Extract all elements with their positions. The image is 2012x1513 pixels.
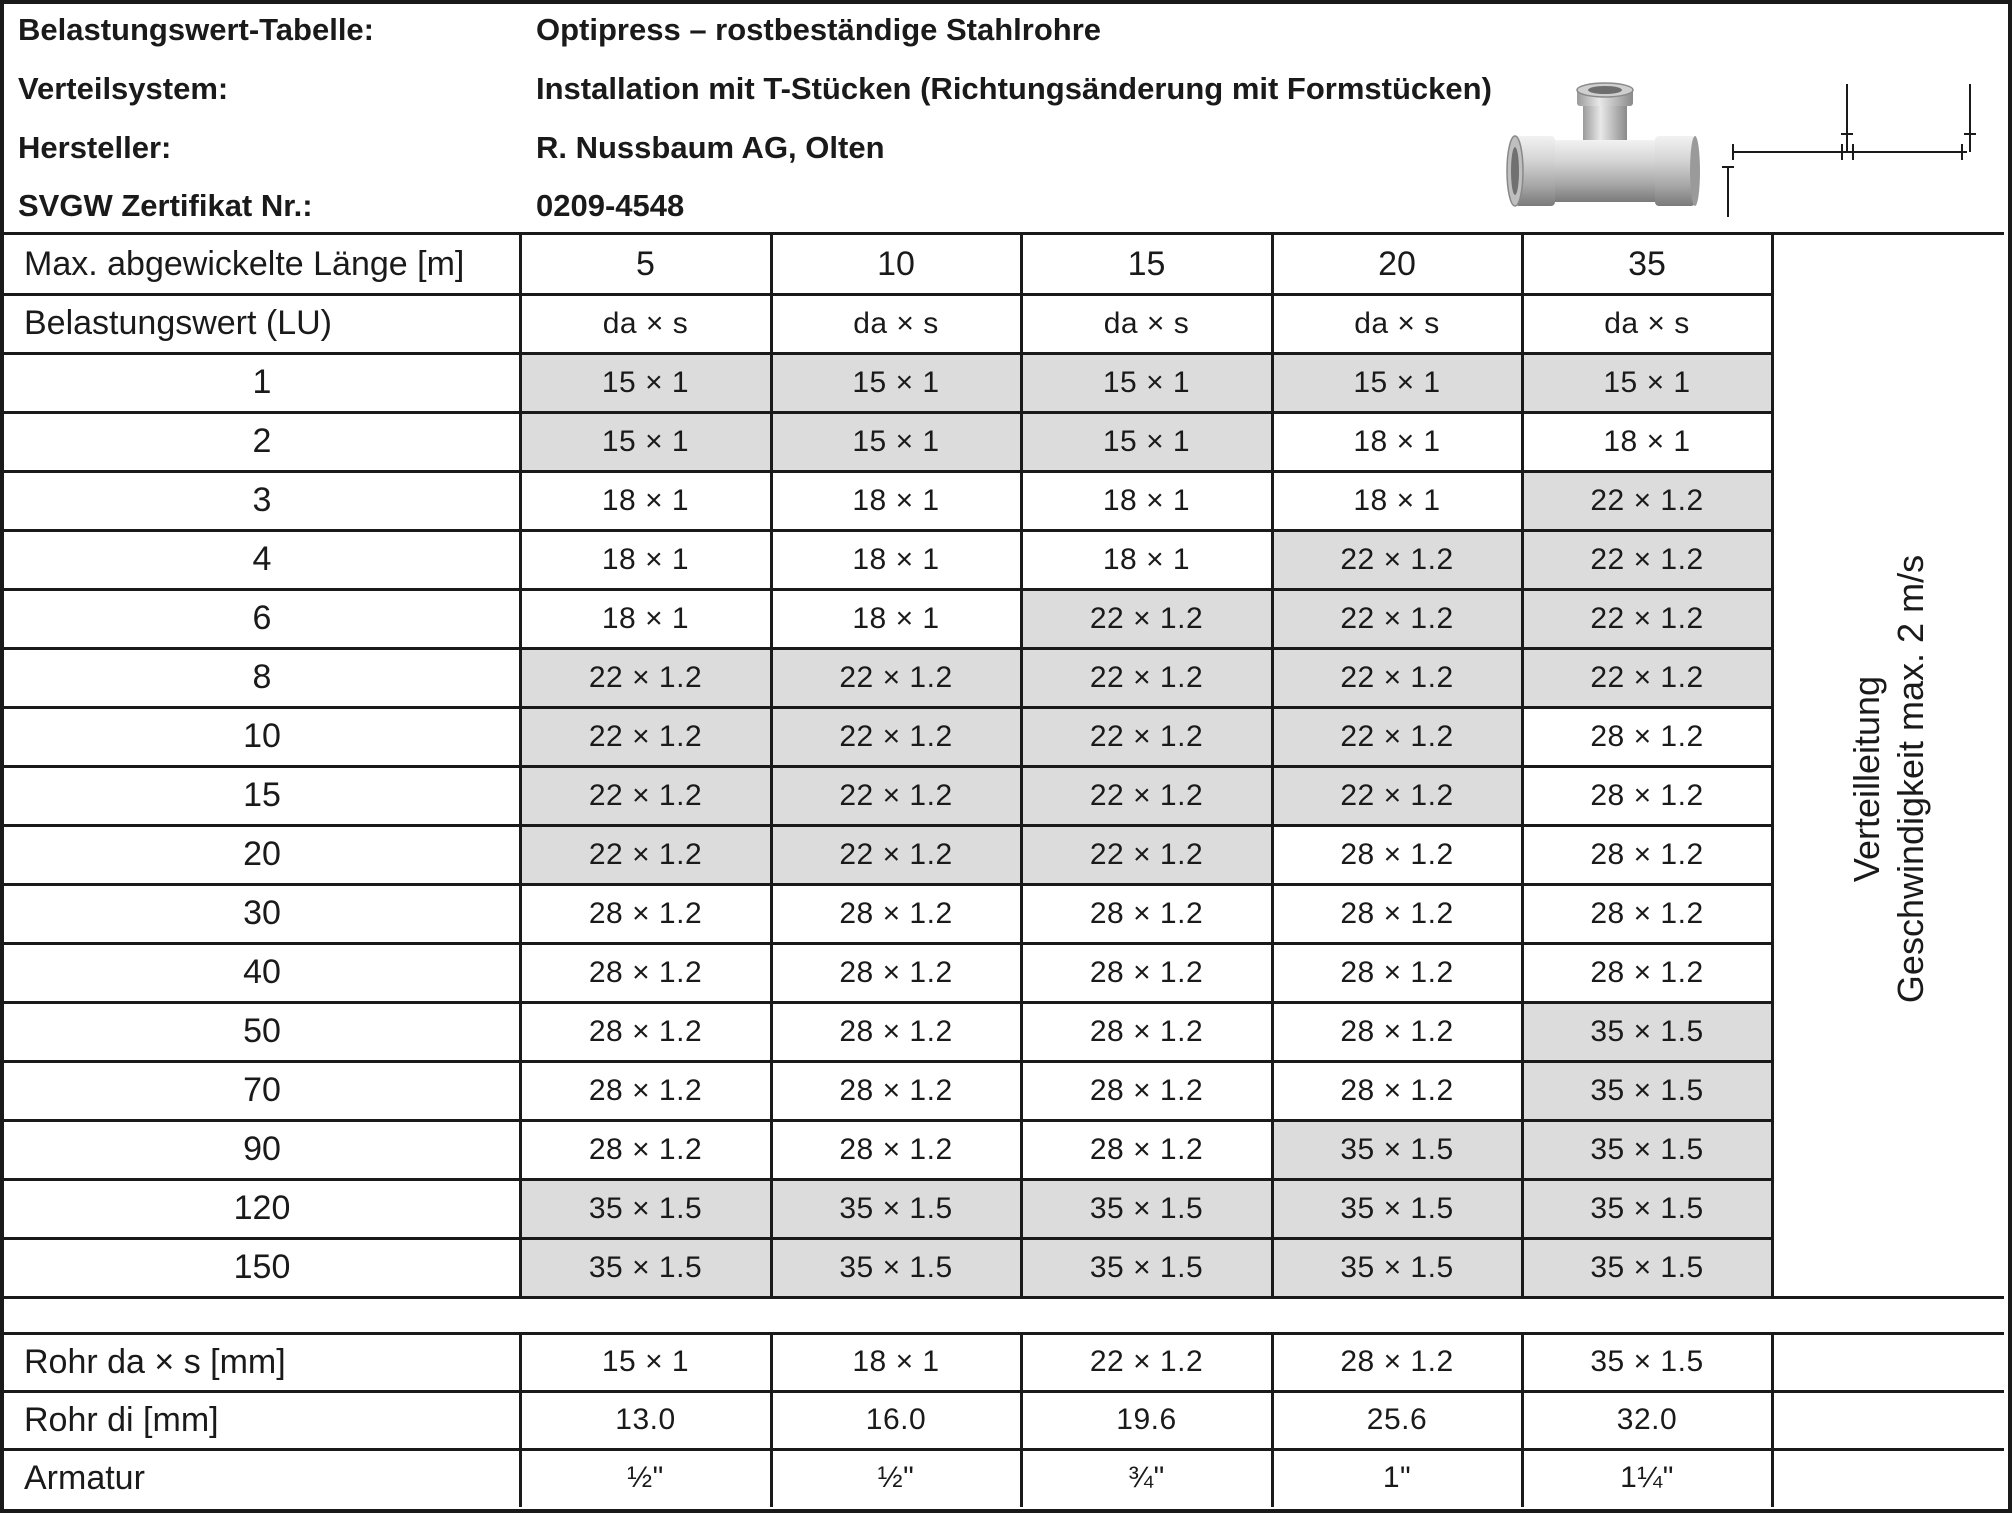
footer-value-cell: ½" — [877, 1461, 915, 1494]
grid-line — [4, 411, 1772, 414]
lu-value-cell: 30 — [243, 894, 281, 932]
pipe-size-cell: 22 × 1.2 — [771, 825, 1021, 884]
pipe-size-cell: 18 × 1 — [852, 483, 940, 517]
grid-line — [1020, 235, 1023, 1297]
pipe-size-cell: 28 × 1.2 — [1340, 955, 1454, 989]
pipe-size-cell: 28 × 1.2 — [1340, 1073, 1454, 1107]
pipe-size-cell: 28 × 1.2 — [1089, 896, 1204, 930]
length-header-cell: 5 — [636, 245, 655, 283]
pipe-size-cell: 28 × 1.2 — [588, 1132, 703, 1166]
length-header-cell: 20 — [1378, 245, 1416, 283]
header-label: Verteilsystem: — [18, 71, 229, 106]
pipe-size-cell: 15 × 1 — [1272, 353, 1522, 412]
grid-line — [4, 1001, 1772, 1004]
pipe-size-cell: 22 × 1.2 — [1272, 766, 1522, 825]
grid-line — [770, 1333, 773, 1507]
pipe-size-cell: 22 × 1.2 — [520, 648, 771, 707]
pipe-size-cell: 35 × 1.5 — [1272, 1179, 1522, 1238]
grid-line — [1020, 1333, 1023, 1507]
dimension-header-cell: da × s — [1354, 306, 1440, 340]
lu-value-cell: 120 — [233, 1189, 291, 1227]
footer-value-cell: ¾" — [1128, 1461, 1165, 1494]
t-fitting-icon — [1505, 82, 1700, 217]
pipe-size-cell: 15 × 1 — [520, 412, 771, 471]
lu-value-cell: 4 — [252, 540, 272, 578]
header-label: SVGW Zertifikat Nr.: — [18, 188, 313, 223]
pipe-size-cell: 35 × 1.5 — [1522, 1061, 1772, 1120]
footer-value-cell: 13.0 — [615, 1403, 676, 1436]
pipe-size-cell: 28 × 1.2 — [1089, 955, 1204, 989]
pipe-size-cell: 28 × 1.2 — [588, 896, 703, 930]
pipe-size-cell: 28 × 1.2 — [1590, 778, 1704, 812]
pipe-size-cell: 22 × 1.2 — [1021, 648, 1272, 707]
pipe-size-cell: 22 × 1.2 — [1021, 589, 1272, 648]
pipe-size-cell: 35 × 1.5 — [520, 1238, 771, 1297]
lu-value-cell: 70 — [243, 1071, 281, 1109]
pipe-size-cell: 18 × 1 — [1353, 424, 1441, 458]
pipe-size-cell: 22 × 1.2 — [520, 707, 771, 766]
pipe-size-cell: 22 × 1.2 — [1522, 648, 1772, 707]
pipe-size-cell: 28 × 1.2 — [588, 1014, 703, 1048]
grid-line — [4, 1448, 2004, 1451]
grid-line — [4, 1060, 1772, 1063]
grid-line — [4, 824, 1772, 827]
lu-value-cell: 10 — [243, 717, 281, 755]
grid-line — [1271, 235, 1274, 1297]
lu-value-cell: 1 — [252, 363, 272, 401]
pipe-size-cell: 28 × 1.2 — [1340, 896, 1454, 930]
pipe-size-cell: 28 × 1.2 — [1340, 1014, 1454, 1048]
footer-value-cell: 18 × 1 — [852, 1345, 940, 1378]
header-value: R. Nussbaum AG, Olten — [536, 130, 885, 165]
pipe-size-cell: 35 × 1.5 — [1272, 1120, 1522, 1179]
pipe-size-cell: 28 × 1.2 — [588, 955, 703, 989]
footer-value-cell: 35 × 1.5 — [1590, 1345, 1704, 1378]
pipe-size-cell: 28 × 1.2 — [1089, 1073, 1204, 1107]
pipe-size-cell: 28 × 1.2 — [1340, 837, 1454, 871]
pipe-size-cell: 22 × 1.2 — [1272, 530, 1522, 589]
pipe-size-cell: 28 × 1.2 — [1590, 955, 1704, 989]
length-header-cell: 15 — [1127, 245, 1166, 283]
footer-label-cell: Rohr da × s [mm] — [24, 1342, 286, 1381]
lu-value-cell: 20 — [243, 835, 281, 873]
pipe-size-cell: 28 × 1.2 — [1590, 719, 1704, 753]
dimension-header-cell: da × s — [1604, 306, 1690, 340]
grid-line — [4, 470, 1772, 473]
lu-value-cell: 90 — [243, 1130, 281, 1168]
grid-line — [4, 529, 1772, 532]
grid-line — [770, 235, 773, 1297]
pipe-size-cell: 18 × 1 — [1102, 483, 1191, 517]
pipe-size-cell: 15 × 1 — [771, 412, 1021, 471]
pipe-size-cell: 35 × 1.5 — [1021, 1238, 1272, 1297]
grid-line — [1271, 1333, 1274, 1507]
pipe-size-cell: 18 × 1 — [601, 542, 690, 576]
grid-line — [4, 1390, 2004, 1393]
dimension-header-cell: da × s — [602, 306, 689, 340]
header-block — [0, 0, 2004, 232]
header-label: Belastungswert-Tabelle: — [18, 12, 375, 47]
grid-line — [4, 647, 1772, 650]
pipe-size-cell: 15 × 1 — [1021, 353, 1272, 412]
header-value: Installation mit T-Stücken (Richtungsänderung mit Formstücken) — [536, 71, 1492, 106]
pipe-size-cell: 22 × 1.2 — [1021, 766, 1272, 825]
pipe-size-cell: 18 × 1 — [852, 542, 940, 576]
pipe-size-cell: 22 × 1.2 — [1272, 707, 1522, 766]
grid-line — [1771, 1333, 1774, 1507]
lu-value-cell: 15 — [243, 776, 281, 814]
pipe-size-cell: 28 × 1.2 — [839, 1132, 953, 1166]
header-row-manufacturer — [18, 120, 885, 176]
grid-line — [4, 1237, 1772, 1240]
pipe-size-cell: 18 × 1 — [601, 483, 690, 517]
pipe-size-cell: 28 × 1.2 — [588, 1073, 703, 1107]
lu-value-cell: 3 — [252, 481, 272, 519]
lu-label: Belastungswert (LU) — [24, 304, 333, 342]
grid-line — [4, 293, 1772, 296]
side-note — [1778, 253, 2000, 1305]
pipe-size-cell: 18 × 1 — [852, 601, 940, 635]
pipe-size-cell: 22 × 1.2 — [1522, 530, 1772, 589]
pipe-size-cell: 28 × 1.2 — [839, 955, 953, 989]
pipe-size-cell: 35 × 1.5 — [1522, 1002, 1772, 1061]
pipe-size-cell: 28 × 1.2 — [839, 1014, 953, 1048]
grid-line — [4, 588, 1772, 591]
pipe-size-cell: 22 × 1.2 — [771, 648, 1021, 707]
lu-value-cell: 2 — [252, 422, 272, 460]
pipe-size-cell: 15 × 1 — [1522, 353, 1772, 412]
pipe-size-cell: 35 × 1.5 — [1522, 1238, 1772, 1297]
side-note-line-1: Verteilleitung — [1846, 675, 1887, 883]
footer-value-cell: 15 × 1 — [601, 1345, 690, 1378]
header-row-table — [18, 2, 1101, 58]
pipe-size-cell: 28 × 1.2 — [1089, 1132, 1204, 1166]
pipe-size-cell: 22 × 1.2 — [1522, 471, 1772, 530]
footer-value-cell: 22 × 1.2 — [1089, 1345, 1204, 1378]
pipe-size-cell: 22 × 1.2 — [771, 766, 1021, 825]
pipe-size-cell: 35 × 1.5 — [771, 1238, 1021, 1297]
pipe-size-cell: 35 × 1.5 — [771, 1179, 1021, 1238]
lu-value-cell: 6 — [252, 599, 272, 637]
header-row-certificate — [18, 178, 684, 234]
header-label: Hersteller: — [18, 130, 172, 165]
pipe-size-cell: 22 × 1.2 — [1021, 707, 1272, 766]
pipe-size-cell: 35 × 1.5 — [520, 1179, 771, 1238]
grid-line — [4, 1296, 2004, 1299]
pipe-size-cell: 28 × 1.2 — [839, 1073, 953, 1107]
pipe-size-cell: 18 × 1 — [1353, 483, 1441, 517]
footer-value-cell: 19.6 — [1116, 1403, 1177, 1436]
dimension-header-cell: da × s — [853, 306, 939, 340]
grid-line — [1521, 235, 1524, 1297]
pipe-schematic-icon — [1715, 82, 1985, 222]
pipe-size-cell: 15 × 1 — [771, 353, 1021, 412]
pipe-size-cell: 18 × 1 — [1603, 424, 1691, 458]
lu-value-cell: 150 — [233, 1248, 291, 1286]
grid-line — [4, 1178, 1772, 1181]
side-note-line-2: Geschwindigkeit max. 2 m/s — [1890, 554, 1931, 1004]
header-row-system — [18, 61, 1492, 117]
grid-line — [4, 352, 1772, 355]
footer-value-cell: 16.0 — [865, 1403, 927, 1436]
pipe-size-cell: 35 × 1.5 — [1522, 1120, 1772, 1179]
grid-line — [4, 1332, 2004, 1335]
pipe-size-cell: 18 × 1 — [1102, 542, 1191, 576]
footer-value-cell: ½" — [627, 1461, 664, 1494]
grid-line — [4, 883, 1772, 886]
header-value: Optipress – rostbeständige Stahlrohre — [536, 12, 1102, 47]
lu-value-cell: 8 — [252, 658, 272, 696]
lu-value-cell: 50 — [243, 1012, 281, 1050]
pipe-size-cell: 22 × 1.2 — [1021, 825, 1272, 884]
grid-line — [4, 765, 1772, 768]
pipe-size-cell: 15 × 1 — [520, 353, 771, 412]
footer-value-cell: 1" — [1382, 1461, 1412, 1494]
pipe-size-cell: 18 × 1 — [601, 601, 690, 635]
pipe-size-cell: 22 × 1.2 — [1522, 589, 1772, 648]
length-header-cell: 10 — [877, 245, 915, 283]
grid-line — [1521, 1333, 1524, 1507]
pipe-size-cell: 22 × 1.2 — [1272, 589, 1522, 648]
length-header-cell: 35 — [1628, 245, 1666, 283]
footer-value-cell: 28 × 1.2 — [1340, 1345, 1454, 1378]
pipe-size-cell: 35 × 1.5 — [1021, 1179, 1272, 1238]
footer-label-cell: Rohr di [mm] — [24, 1400, 219, 1439]
pipe-size-cell: 28 × 1.2 — [839, 896, 953, 930]
pipe-size-cell: 22 × 1.2 — [1272, 648, 1522, 707]
pipe-size-cell: 28 × 1.2 — [1590, 896, 1704, 930]
footer-value-cell: 1¼" — [1620, 1461, 1674, 1494]
footer-value-cell: 25.6 — [1366, 1403, 1428, 1436]
pipe-size-cell: 15 × 1 — [1021, 412, 1272, 471]
pipe-size-cell: 22 × 1.2 — [520, 825, 771, 884]
pipe-size-cell: 28 × 1.2 — [1089, 1014, 1204, 1048]
grid-line — [4, 1119, 1772, 1122]
grid-line — [1771, 235, 1774, 1297]
pipe-size-cell: 35 × 1.5 — [1272, 1238, 1522, 1297]
grid-line — [4, 706, 1772, 709]
pipe-size-cell: 22 × 1.2 — [771, 707, 1021, 766]
grid-line — [519, 1333, 522, 1507]
footer-value-cell: 32.0 — [1616, 1403, 1678, 1436]
footer-label-cell: Armatur — [24, 1458, 145, 1497]
pipe-size-cell: 35 × 1.5 — [1522, 1179, 1772, 1238]
pipe-size-cell: 22 × 1.2 — [520, 766, 771, 825]
header-value: 0209-4548 — [536, 188, 685, 223]
dimension-header-cell: da × s — [1103, 306, 1190, 340]
length-label: Max. abgewickelte Länge [m] — [24, 245, 465, 283]
grid-line — [519, 235, 522, 1297]
pipe-size-cell: 28 × 1.2 — [1590, 837, 1704, 871]
lu-value-cell: 40 — [243, 953, 281, 991]
grid-line — [4, 942, 1772, 945]
